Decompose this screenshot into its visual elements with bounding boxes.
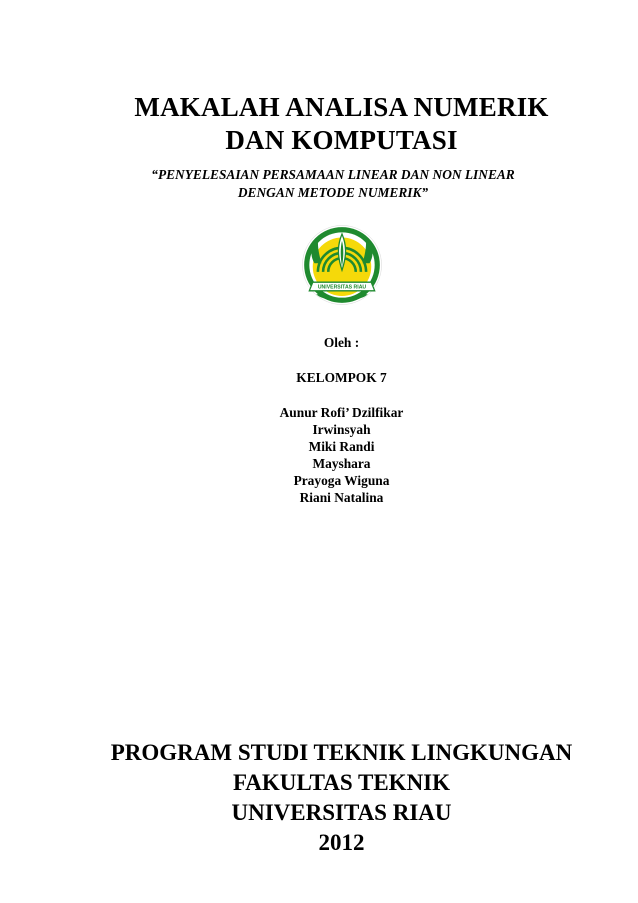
subtitle-line-2: DENGAN METODE NUMERIK” — [237, 185, 429, 200]
document-subtitle — [0, 166, 638, 202]
subtitle-line-1: “PENYELESAIAN PERSAMAAN LINEAR DAN NON LINEAR — [151, 167, 515, 182]
university-name: UNIVERSITAS RIAU — [231, 800, 452, 825]
logo-ribbon-text: UNIVERSITAS RIAU — [317, 284, 367, 291]
by-label: Oleh : — [323, 335, 360, 350]
faculty-name: FAKULTAS TEKNIK — [232, 770, 451, 795]
program-name: PROGRAM STUDI TEKNIK LINGKUNGAN — [110, 740, 573, 765]
member-name: Riani Natalina — [299, 490, 384, 505]
document-title — [0, 91, 638, 157]
title-line-1: MAKALAH ANALISA NUMERIK — [134, 92, 549, 122]
title-line-2: DAN KOMPUTASI — [225, 125, 458, 155]
member-name: Aunur Rofi’ Dzilfikar — [279, 405, 404, 420]
member-list — [0, 404, 638, 506]
member-name: Miki Randi — [308, 439, 375, 454]
member-name: Irwinsyah — [312, 422, 371, 437]
university-logo-icon — [299, 222, 385, 308]
year: 2012 — [318, 830, 365, 855]
member-name: Mayshara — [312, 456, 371, 471]
group-name: KELOMPOK 7 — [296, 370, 387, 385]
member-name: Prayoga Wiguna — [293, 473, 390, 488]
institution-block — [0, 738, 638, 858]
